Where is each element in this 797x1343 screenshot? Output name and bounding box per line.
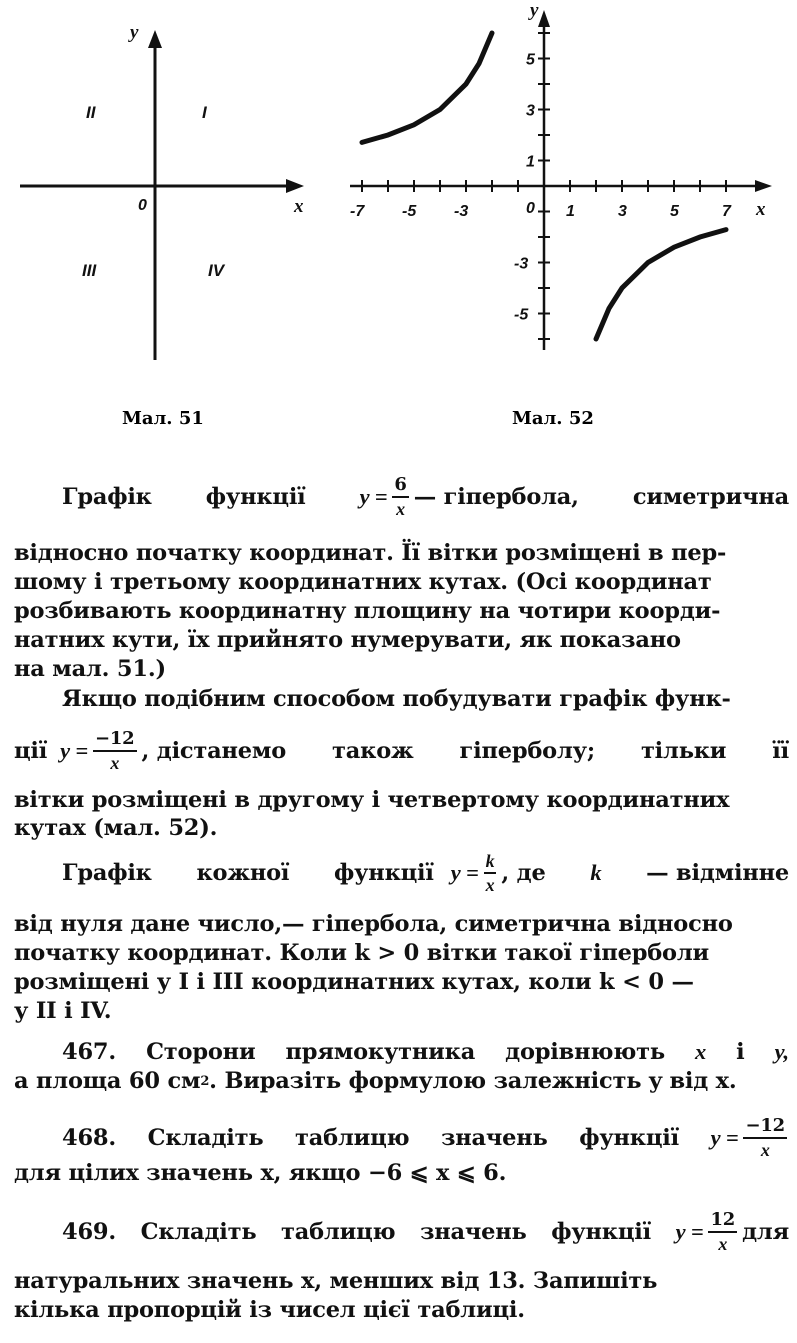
p3-word: кожної [196,860,290,886]
p2-line-4: кутах (мал. 52). [14,815,218,841]
fig52-origin-label: 0 [526,200,535,217]
fraction-denominator: x [760,1140,770,1160]
ex469-word: значень [420,1219,527,1245]
ex467-superscript: 2 [200,1073,210,1089]
p3-word: Графік [62,860,152,886]
fig51-quadrant-4: IV [208,261,225,280]
fraction-denominator: x [485,875,495,895]
exercise-number: 467. [62,1039,116,1065]
p1-line-6: на мал. 51.) [14,656,166,682]
fig52-y-tick-label: 3 [526,102,535,120]
ex468-word: Складіть [147,1125,264,1151]
p2-line-2 [14,728,789,774]
p3-line-5: у II і IV. [14,998,112,1024]
fig52-x-tick-label: -3 [454,203,469,220]
fig51-y-label: y [130,22,139,43]
fig52-y-label: y [530,0,539,21]
ex468-word: таблицю [295,1125,410,1151]
formula-lhs: y = [359,484,388,509]
figure-51-coordinate-plane [20,30,304,360]
fig52-y-tick-label: 1 [526,153,535,171]
p1-line-2: відносно початку координат. Її вітки розміщені в пер- [14,540,727,566]
fig51-quadrant-1: I [202,103,207,122]
ex469-word: для [742,1219,789,1245]
fig52-x-tick-label: 1 [566,203,575,220]
exercise-468-line-1 [62,1115,789,1161]
p1-word: Графік [62,484,152,510]
p1-line-1 [14,474,789,520]
ex467-text: . Виразіть формулою залежність y від x. [209,1068,737,1094]
p3-word: , де [501,860,546,886]
formula-k-over-x [334,850,546,896]
fig52-caption: Мал. 52 [512,408,594,429]
fraction [93,728,137,774]
p3-variable-k: k [590,860,602,885]
p3-line-1 [62,850,789,896]
formula-lhs: y = [710,1125,739,1150]
fraction-denominator: x [718,1234,728,1254]
fig52-y-tick-label: -5 [514,306,529,324]
ex467-word: дорівнюють [505,1039,665,1065]
fig52-x-tick-label: 3 [618,203,627,220]
exercise-469-line-3: кілька пропорцій із чисел цієї таблиці. [14,1297,525,1323]
p1-word: функції [205,484,306,510]
p2-word: також [332,738,414,764]
fig52-x-label: x [756,199,766,220]
p1-word: симетрична [632,484,789,510]
fig52-x-tick-label: 7 [722,203,731,220]
fraction [743,1115,787,1161]
exercise-467-line-2 [14,1068,789,1094]
p3-line-2: від нуля дане число,— гіпербола, симетрична відносно [14,911,733,937]
ex467-variable: x [694,1039,707,1064]
exercise-number: 469. [62,1219,116,1245]
exercise-number: 468. [62,1125,116,1151]
fraction-numerator: −12 [743,1115,787,1139]
fig52-x-arrow [755,180,772,192]
formula-minus12-over-x [711,1115,789,1161]
p1-word: — гіпербола, [413,484,579,510]
fraction-numerator: −12 [93,728,137,752]
fig51-origin-label: 0 [138,197,147,214]
p2-word: , дістанемо [141,738,287,764]
exercise-467-line-1 [62,1039,789,1065]
p3-word: — відмінне [646,860,789,886]
formula-12-over-x [676,1209,789,1255]
ex467-word: прямокутника [285,1039,476,1065]
ex467-variable: y, [774,1039,789,1064]
fig51-quadrant-3: III [82,261,97,280]
ex467-word: Сторони [146,1039,256,1065]
fig52-x-tick-label: 5 [670,203,679,220]
p3-line-4: розміщені у I і III координатних кутах, коли k < 0 — [14,969,694,995]
p1-line-4: розбивають координатну площину на чотири коорди- [14,598,721,624]
ex469-word: функції [551,1219,651,1245]
fig51-x-arrow [286,179,304,193]
fraction-denominator: x [396,499,405,519]
ex467-text: а площа 60 см [14,1068,201,1094]
ex469-word: Складіть [140,1219,257,1245]
ex468-word: значень [441,1125,548,1151]
p2-line-3: вітки розміщені в другому і четвертому координатних [14,787,730,813]
fig51-x-label: x [294,196,304,217]
fraction-numerator: 12 [708,1209,737,1233]
p3-line-3: початку координат. Коли k > 0 вітки такої гіперболи [14,940,710,966]
fig52-x-tick-label: -5 [402,203,417,220]
fig52-y-tick-label: -3 [514,255,529,273]
ex469-word: таблицю [281,1219,396,1245]
formula-lhs: y = [60,738,88,763]
fig52-y-arrow [538,10,550,27]
p2-word: її [772,738,789,764]
p3-word: функції [334,860,434,886]
p2-word: ції [14,738,48,764]
formula-lhs: y = [675,1219,704,1244]
formula-6-over-x [360,474,579,520]
figures-area [0,0,797,440]
p1-line-3: шому і третьому координатних кутах. (Осі координат [14,569,712,595]
p1-line-5: натних кути, їх прийнято нумерувати, як показано [14,627,681,653]
fig52-y-tick-label: 5 [526,51,535,69]
fraction-numerator: 6 [392,474,408,498]
formula-lhs: y = [450,860,479,885]
formula-minus12-over-x [14,728,286,774]
fraction [392,474,408,520]
figure-52-hyperbola-graph [350,10,772,350]
fraction [708,1209,737,1255]
ex467-word: і [736,1039,745,1065]
p2-word: тільки [640,738,727,764]
fig51-y-arrow [148,30,162,48]
fig51-caption: Мал. 51 [122,408,204,429]
fraction-numerator: k [484,850,497,874]
exercise-469-line-2: натуральних значень x, менших від 13. Запишіть [14,1268,658,1294]
p2-line-1: Якщо подібним способом побудувати графік функ- [62,686,731,712]
fraction-denominator: x [110,753,120,773]
fig52-x-tick-label: -7 [350,203,365,220]
p2-word: гіперболу; [459,738,595,764]
exercise-468-line-2: для цілих значень x, якщо −6 ⩽ x ⩽ 6. [14,1160,507,1186]
fig52-hyperbola-branch-2 [596,230,726,339]
ex468-word: функції [579,1125,679,1151]
fraction [484,850,497,896]
fig51-quadrant-2: II [86,103,96,122]
fig52-hyperbola-branch-1 [362,33,492,142]
exercise-469-line-1 [62,1209,789,1255]
